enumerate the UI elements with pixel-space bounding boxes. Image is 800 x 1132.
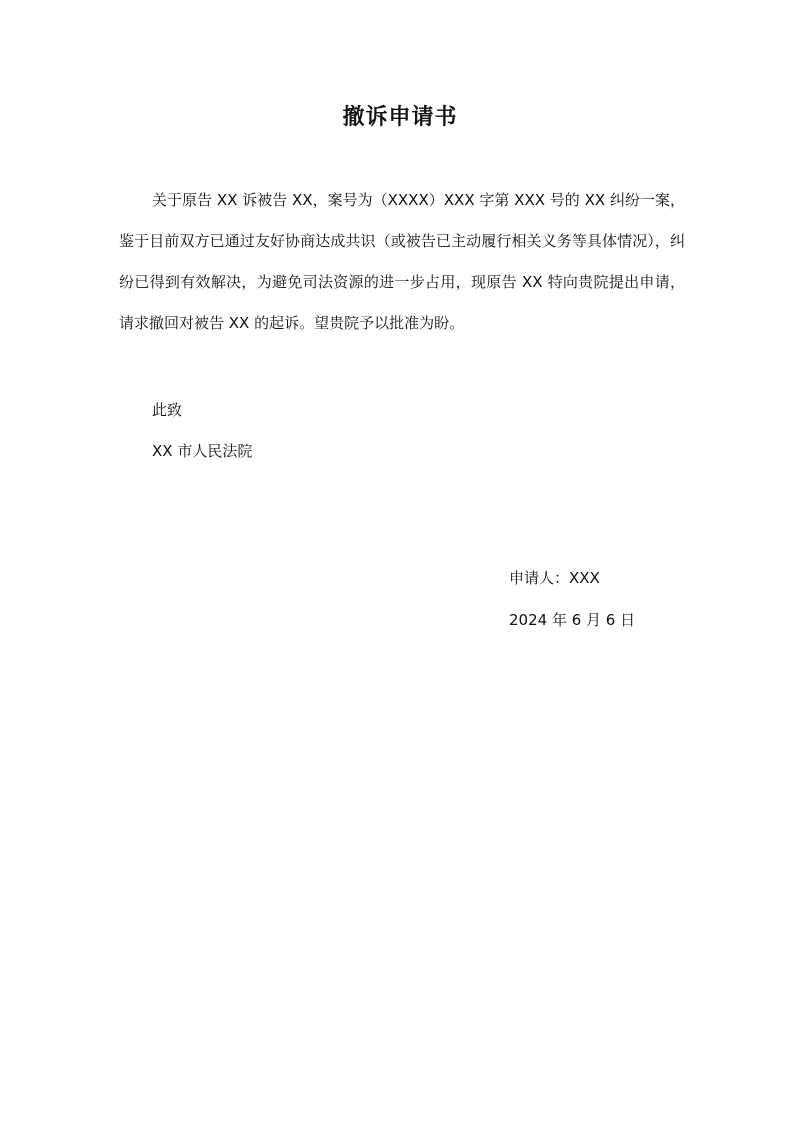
document-title: 撤诉申请书 [342, 105, 458, 130]
closing-greeting: 此致 [152, 401, 183, 419]
recipient-court: XX 市人民法院 [152, 442, 253, 460]
applicant-signature: 申请人：XXX [509, 569, 600, 587]
document-body-paragraph: 关于原告 XX 诉被告 XX，案号为（XXXX）XXX 字第 XXX 号的 XX 纠纷一案，鉴于目前双方已通过友好协商达成共识（或被告已主动履行相关义务等具体情况），纠纷已得到有效解决，为避免司法资源的进一步占用，现原告 XX 特向贵院提出申请，请求撤回对被告 XX 的起诉。望贵院予以批准为盼。 [119, 191, 685, 332]
document-date: 2024 年 6 月 6 日 [509, 611, 636, 629]
